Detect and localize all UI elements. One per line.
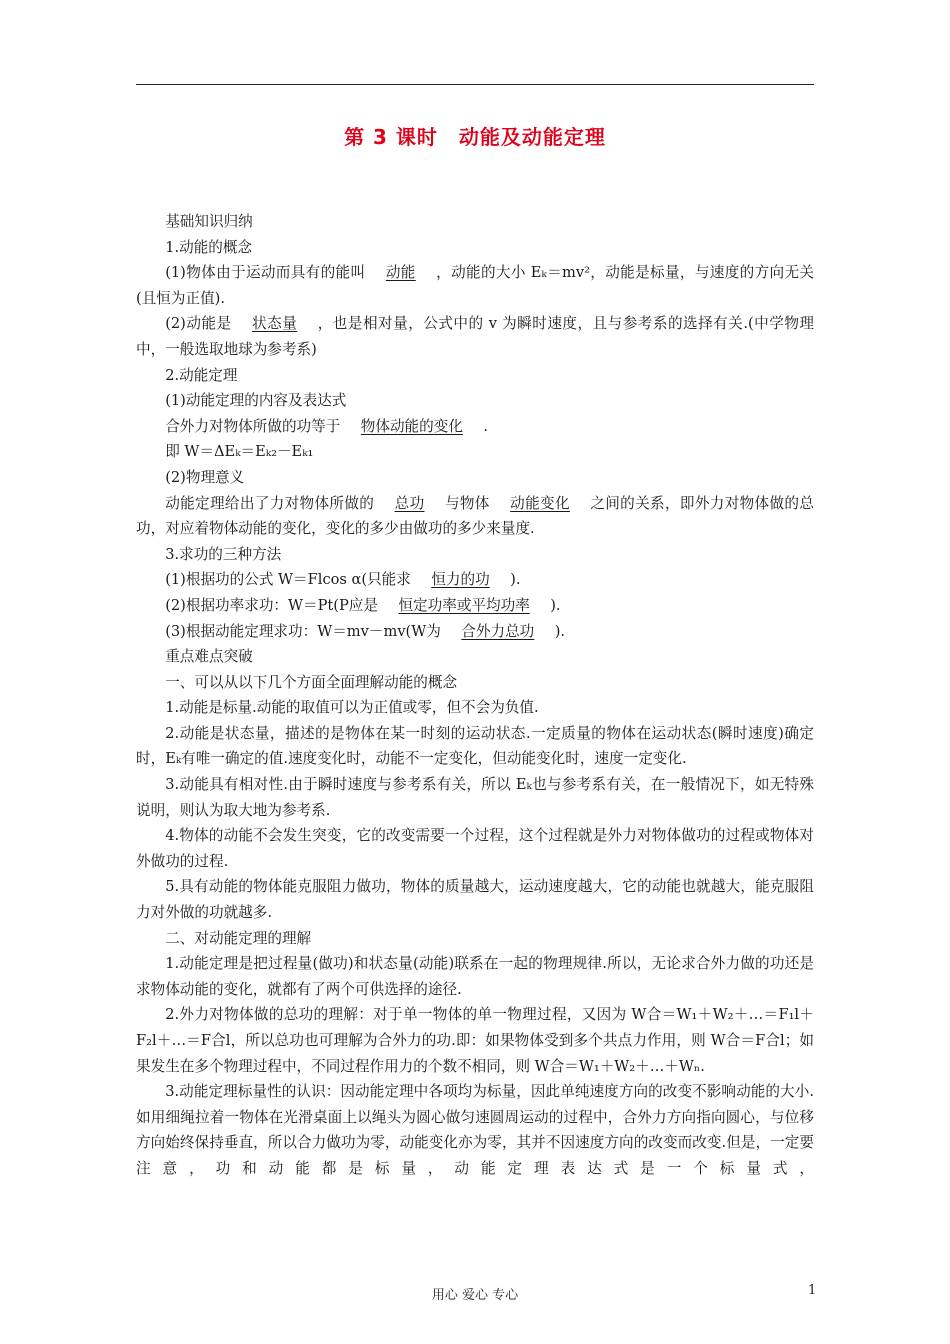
paragraph [136, 951, 814, 1002]
text-run: 基础知识归纳 [165, 213, 253, 230]
fill-in-answer: 状态量 [252, 315, 298, 333]
fill-in-answer: 恒定功率或平均功率 [398, 596, 530, 614]
text-run: (2)动能是 [165, 315, 232, 333]
paragraph [136, 311, 814, 362]
paragraph [136, 465, 814, 491]
text-run: 重点难点突破 [165, 648, 253, 666]
text-run: 二、对动能定理的理解 [165, 929, 312, 947]
fill-in-answer: 恒力的功 [431, 571, 490, 589]
paragraph [136, 670, 814, 696]
paragraph [136, 593, 814, 619]
text-run: 即 W＝ΔEₖ＝Eₖ₂－Eₖ₁ [165, 443, 314, 461]
paragraph [136, 363, 814, 389]
text-run: 合外力对物体所做的功等于 [165, 417, 341, 435]
text-run: 2.动能是状态量，描述的是物体在某一时刻的运动状态.一定质量的物体在运动状态(瞬时速度)确定时，Eₖ有唯一确定的值.速度变化时，动能不一定变化，但动能变化时，速度一定变化. [136, 724, 814, 768]
text-run: 5.具有动能的物体能克服阻力做功，物体的质量越大，运动速度越大，它的动能也就越大，能克服阻力对外做的功就越多. [136, 878, 814, 922]
text-run: (1)物体由于运动而具有的能叫 [165, 264, 366, 282]
paragraph [136, 823, 814, 874]
page-title: 第 3 课时 动能及动能定理 [344, 125, 606, 149]
text-run: 2.动能定理 [165, 366, 238, 384]
text-run: 与物体 [444, 494, 490, 512]
text-run: 2.外力对物体做的总功的理解：对于单一物体的单一物理过程，又因为 W合＝W₁＋W₂＋…＝F₁l＋F₂l＋…＝F合l，所以总功也可理解为合外力的功.即：如果物体受到多个共点力作用，则 W合＝F合l；如果发生在多个物理过程中，不同过程作用力的个数不相同，则 W合＝W₁＋W₂＋…＋Wₙ. [136, 1006, 814, 1075]
text-run: ，也是相对量，公式中的 v 为瞬时速度，且与参考系的选择有关.(中学物理中，一般选取地球为参考系) [136, 315, 814, 358]
fill-in-answer: 总功 [394, 494, 425, 512]
text-run: 1.动能的概念 [165, 238, 253, 256]
text-run: 1.动能定理是把过程量(做功)和状态量(动能)联系在一起的物理规律.所以，无论求合外力做的功还是求物体动能的变化，就都有了两个可供选择的途径. [136, 955, 814, 998]
text-run: ). [554, 622, 566, 640]
fill-in-answer: 动能 [385, 264, 416, 282]
paragraph [136, 439, 814, 465]
paragraph [136, 491, 814, 542]
text-run: ). [550, 596, 561, 614]
paragraph [136, 1002, 814, 1079]
text-run: 之间的关系，即外力对物体做的总功，对应着物体动能的变化，变化的多少由做功的多少来量度. [136, 494, 814, 538]
paragraph [136, 414, 814, 440]
paragraph [136, 567, 814, 593]
paragraph [136, 619, 814, 645]
text-run: ). [510, 571, 521, 589]
fill-in-answer: 物体动能的变化 [360, 417, 463, 435]
text-run: (1)根据功的公式 W＝Flcos α(只能求 [165, 571, 411, 589]
page-number: 1 [808, 1283, 817, 1298]
paragraph [136, 695, 814, 721]
paragraph [136, 874, 814, 925]
footer-text: 用心 爱心 专心 [431, 1288, 519, 1303]
text-run: . [483, 417, 489, 435]
paragraph [136, 1079, 814, 1181]
text-run: (2)物理意义 [165, 468, 245, 486]
text-run: 1.动能是标量.动能的取值可以为正值或零，但不会为负值. [165, 699, 539, 717]
paragraph [136, 209, 814, 235]
fill-in-answer: 动能变化 [510, 494, 570, 512]
text-run: 4.物体的动能不会发生突变，它的改变需要一个过程，这个过程就是外力对物体做功的过程或物体对外做功的过程. [136, 827, 814, 870]
text-run: 3.动能定理标量性的认识：因动能定理中各项均为标量，因此单纯速度方向的改变不影响动能的大小.如用细绳拉着一物体在光滑桌面上以绳头为圆心做匀速圆周运动的过程中，合外力方向指向圆心，与位移方向始终保持垂直，所以合力做功为零，动能变化亦为零，其并不因速度方向的改变而改变.但是，一定要注意，功和动能都是标量，动能定理表达式是一个标量式， [136, 1083, 814, 1177]
text-run: (3)根据动能定理求功：W＝mv－mv(W为 [165, 622, 441, 640]
paragraph [136, 721, 814, 772]
text-run: 动能定理给出了力对物体所做的 [165, 494, 375, 512]
text-run: ，动能的大小 Eₖ＝mv²，动能是标量，与速度的方向无关(且恒为正值). [136, 264, 814, 307]
paragraph [136, 926, 814, 952]
text-run: 3.求功的三种方法 [165, 545, 282, 563]
text-run: 3.动能具有相对性.由于瞬时速度与参考系有关，所以 Eₖ也与参考系有关，在一般情况下，如无特殊说明，则认为取大地为参考系. [136, 776, 814, 819]
text-run: 一、可以从以下几个方面全面理解动能的概念 [165, 673, 458, 691]
paragraph [136, 772, 814, 823]
paragraph [136, 235, 814, 261]
text-run: (2)根据功率求功：W＝Pt(P应是 [165, 596, 378, 614]
header-rule [136, 84, 814, 85]
paragraph [136, 644, 814, 670]
paragraph [136, 260, 814, 311]
paragraph [136, 388, 814, 414]
fill-in-answer: 合外力总功 [461, 622, 535, 640]
paragraph [136, 542, 814, 568]
document-body [136, 209, 814, 1182]
text-run: (1)动能定理的内容及表达式 [165, 392, 347, 410]
